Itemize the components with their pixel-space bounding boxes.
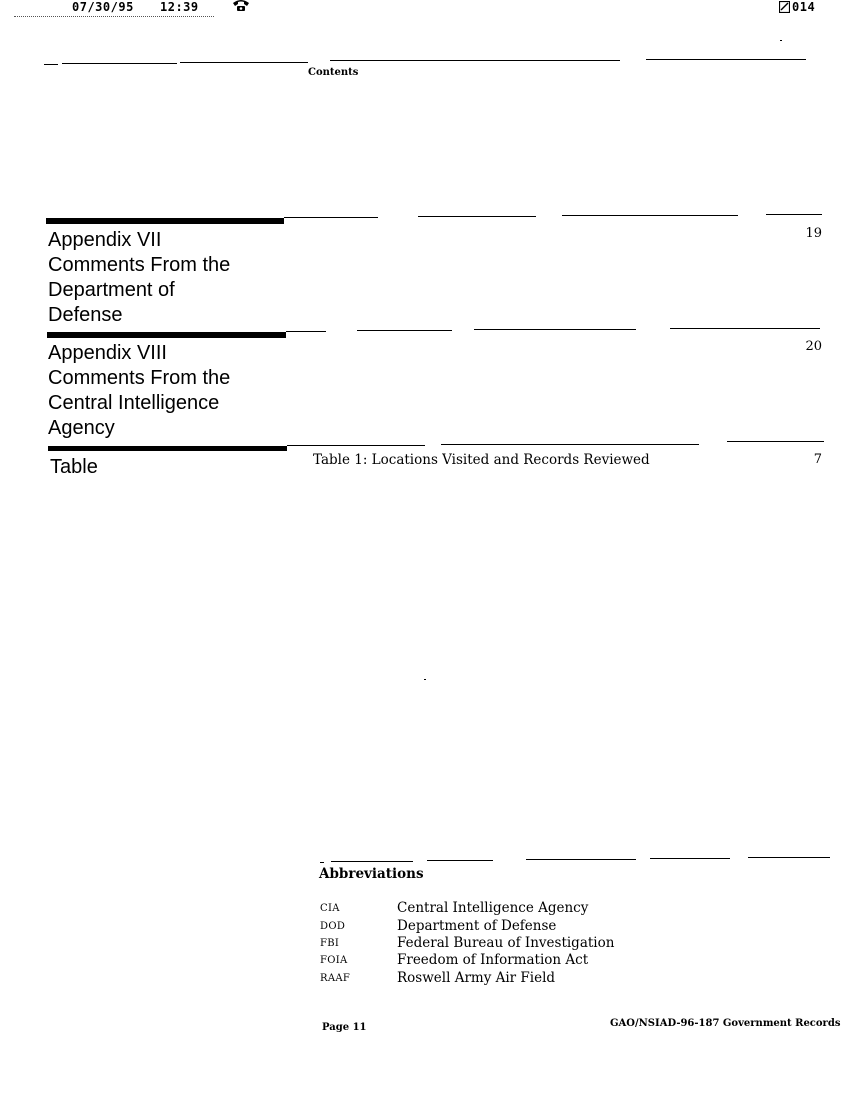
telephone-icon xyxy=(232,0,250,12)
abbreviation-code: FOIA xyxy=(320,955,348,966)
section-bar xyxy=(48,446,287,451)
appendix-viii-page: 20 xyxy=(805,339,822,354)
section-rule xyxy=(474,329,636,330)
appendix-viii-heading: Appendix VIII Comments From the Central Intelligence Agency xyxy=(48,342,231,439)
section-rule xyxy=(418,216,536,217)
abbreviations-rule xyxy=(320,862,324,863)
abbreviations-rule xyxy=(748,857,830,858)
fax-time: 12:39 xyxy=(160,0,199,14)
section-rule xyxy=(766,214,822,215)
section-rule xyxy=(727,441,824,442)
top-rule xyxy=(646,59,806,60)
appendix-vii-heading: Appendix VII Comments From the Department of Defense xyxy=(48,229,231,326)
section-rule xyxy=(670,328,820,329)
table-1-page: 7 xyxy=(813,452,822,467)
running-header: Contents xyxy=(308,67,359,78)
section-rule xyxy=(562,215,738,216)
fax-date: 07/30/95 xyxy=(72,0,134,14)
table-heading: Table xyxy=(50,456,98,478)
section-rule xyxy=(286,331,326,332)
section-bar xyxy=(46,218,284,224)
abbreviation-code: DOD xyxy=(320,921,346,932)
top-rule xyxy=(44,64,58,65)
abbreviation-term: Central Intelligence Agency xyxy=(397,900,589,916)
abbreviation-term: Federal Bureau of Investigation xyxy=(397,935,615,951)
abbreviation-code: CIA xyxy=(320,903,340,914)
section-rule xyxy=(441,444,699,445)
section-rule xyxy=(284,217,378,218)
table-1-entry: Table 1: Locations Visited and Records Reviewed xyxy=(313,452,650,468)
abbreviation-code: FBI xyxy=(320,938,340,949)
section-rule xyxy=(357,330,452,331)
abbreviations-rule xyxy=(526,859,636,860)
abbreviations-rule xyxy=(331,861,413,862)
abbreviations-rule xyxy=(650,858,730,859)
top-rule xyxy=(62,63,177,64)
scan-speck xyxy=(780,40,782,41)
abbreviation-term: Freedom of Information Act xyxy=(397,952,589,968)
fax-header-noise-line xyxy=(14,16,214,17)
top-rule xyxy=(330,60,620,61)
footer-page-number: Page 11 xyxy=(322,1022,367,1033)
abbreviations-title: Abbreviations xyxy=(319,866,424,882)
abbreviation-term: Department of Defense xyxy=(397,918,557,934)
top-rule xyxy=(180,62,308,63)
section-bar xyxy=(47,332,286,338)
fax-page-number: 014 xyxy=(792,0,816,14)
fax-page-icon xyxy=(779,0,790,12)
appendix-vii-page: 19 xyxy=(805,226,822,241)
abbreviations-rule xyxy=(427,860,493,861)
scan-speck xyxy=(424,679,426,680)
abbreviation-term: Roswell Army Air Field xyxy=(397,970,556,986)
abbreviation-code: RAAF xyxy=(320,973,351,984)
footer-report-id: GAO/NSIAD-96-187 Government Records xyxy=(610,1018,841,1029)
section-rule xyxy=(287,445,425,446)
